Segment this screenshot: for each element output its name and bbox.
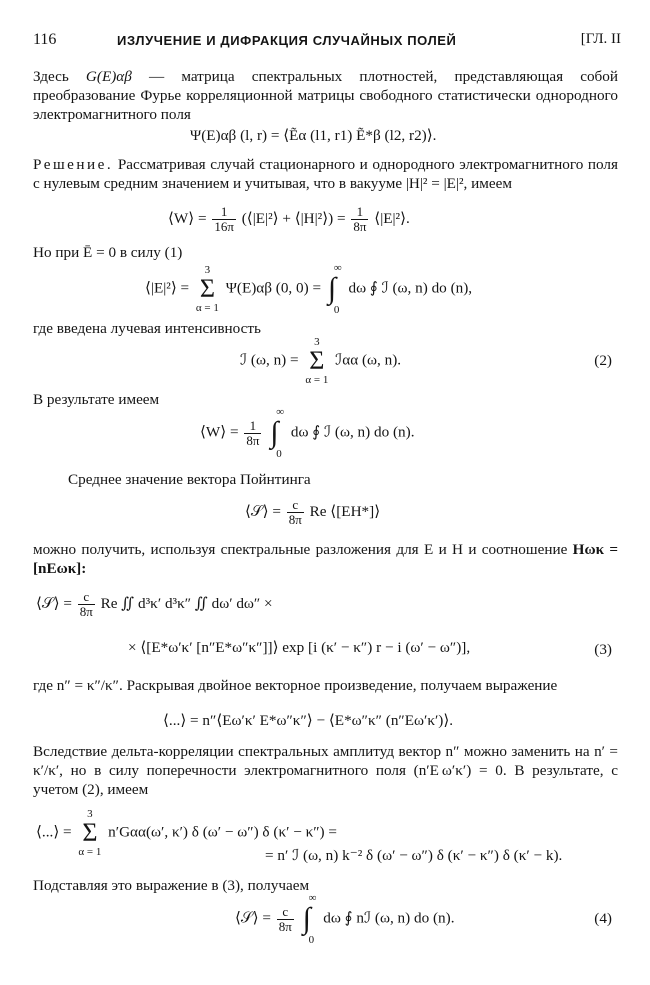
equation-delta-sum: ⟨...⟩ = 3 Σ α = 1 n′Gαα(ω′, κ′) δ (ω′ − ω″) δ (κ′ − κ″) = <box>36 808 337 858</box>
paragraph-poynting: Среднее значение вектора Пойнтинга <box>68 471 311 488</box>
equation-energy-integral: ⟨W⟩ = $\frac{1}{8\pi}$ ∞ ∫ 0 dω ∮ ℐ (ω, n) do (n). <box>200 406 415 460</box>
equation-number-3: (3) <box>594 641 612 658</box>
fraction-c-8pi: $\frac{c}{8\pi}$ <box>288 497 302 527</box>
paragraph-substitute: Подставляя это выражение в (3), получаем <box>33 877 310 894</box>
sum-operator: 3 Σ α = 1 <box>195 264 219 314</box>
equation-3-line-2: × ⟨[E*ω′κ′ [n″E*ω″κ″]]⟩ exp [i (κ′ − κ″) r − i (ω′ − ω″)], <box>128 639 471 656</box>
solution-label: Решение. <box>33 156 114 173</box>
fraction-1-16pi: $\frac{1}{16\pi}$ <box>214 204 234 234</box>
chapter-label: [ГЛ. II <box>580 31 621 47</box>
fraction-c-8pi: $\frac{c}{8\pi}$ <box>278 903 292 934</box>
equation-e-squared: ⟨|E|²⟩ = 3 Σ α = 1 Ψ(E)αβ (0, 0) = ∞ ∫ 0 dω ∮ ℐ (ω, n) do (n), <box>145 262 473 316</box>
paragraph-where-n: где n″ = κ″/κ″. Раскрывая двойное векторное произведение, получаем выражение <box>33 677 558 694</box>
equation-number-2: (2) <box>594 352 612 369</box>
equation-2: ℐ (ω, n) = 3 Σ α = 1 ℐαα (ω, n). <box>240 336 402 386</box>
paragraph-delta: Вследствие дельта-корреляции спектральных амплитуд вектор n″ можно заменить на n′ = κ′/κ′, но в силу поперечности электромагнитного поля (n′E ω′κ′) = 0. В результате, с учетом (2), имеем <box>33 743 618 798</box>
sum-operator: 3 Σ α = 1 <box>305 336 329 386</box>
equation-energy-density: ⟨W⟩ = $\frac{1}{16\pi}$ (⟨|E|²⟩ + ⟨|H|²⟩) = $\frac{1}{8\pi}$ ⟨|E|²⟩. <box>168 204 410 234</box>
sum-operator: 3 Σ α = 1 <box>78 808 102 858</box>
fraction-c-8pi: $\frac{c}{8\pi}$ <box>79 589 93 619</box>
paragraph-intensity-intro: где введена лучевая интенсивность <box>33 320 261 337</box>
equation-4: ⟨𝒮⟩ = $\frac{c}{8\pi}$ ∞ ∫ 0 dω ∮ nℐ (ω, n) do (n). <box>235 892 455 946</box>
integral-operator: ∞ ∫ 0 <box>302 892 317 946</box>
integral-operator: ∞ ∫ 0 <box>327 262 342 316</box>
paragraph-result: В результате имеем <box>33 391 160 408</box>
paragraph-spectral: можно получить, используя спектральные разложения для E и H и соотношение Hωκ = [nEωκ]: <box>33 541 619 577</box>
equation-expansion: ⟨...⟩ = n″⟨Eω′κ′ E*ω″κ″⟩ − ⟨E*ω″κ″ (n″Eω′κ′)⟩. <box>163 712 454 729</box>
page-header <box>33 30 621 50</box>
page-number: 116 <box>33 31 57 48</box>
equation-poynting: ⟨𝒮⟩ = $\frac{c}{8\pi}$ Re ⟨[EH*]⟩ <box>245 497 381 527</box>
integral-operator: ∞ ∫ 0 <box>270 406 285 460</box>
equation-delta-sum-line-2: = n′ ℐ (ω, n) k⁻² δ (ω′ − ω″) δ (κ′ − κ″) δ (κ′ − k). <box>265 847 563 864</box>
paragraph-solution: Решение. Рассматривая случай стационарного и однородного электромагнитного поля с нулевым средним значением и учитывая, что в вакууме |H|² = |E|², имеем <box>33 156 618 192</box>
fraction-1-8pi: $\frac{1}{8\pi}$ <box>246 417 260 448</box>
running-title: ИЗЛУЧЕНИЕ И ДИФРАКЦИЯ СЛУЧАЙНЫХ ПОЛЕЙ <box>117 33 457 48</box>
h-relation: Hωκ = [nEωκ]: <box>33 541 619 577</box>
paragraph-but: Но при Ē = 0 в силу (1) <box>33 244 183 261</box>
equation-3-line-1: ⟨𝒮⟩ = $\frac{c}{8\pi}$ Re ∬ d³κ′ d³κ″ ∬ dω′ dω″ × <box>36 589 273 619</box>
fraction-1-8pi: $\frac{1}{8\pi}$ <box>353 204 367 234</box>
paragraph-spectral-matrix: Здесь G(E)αβ — матрица спектральных плотностей, представляющая собой преобразование Фурье корреляционной матрицы свободного статистически однородного электромагнитного поля <box>33 68 619 123</box>
g-matrix-symbol: G(E)αβ <box>85 68 132 85</box>
equation-number-4: (4) <box>594 910 612 927</box>
equation-psi: Ψ(E)αβ (l, r) = ⟨Ẽα (l1, r1) Ẽ*β (l2, r2)⟩. <box>190 127 437 144</box>
